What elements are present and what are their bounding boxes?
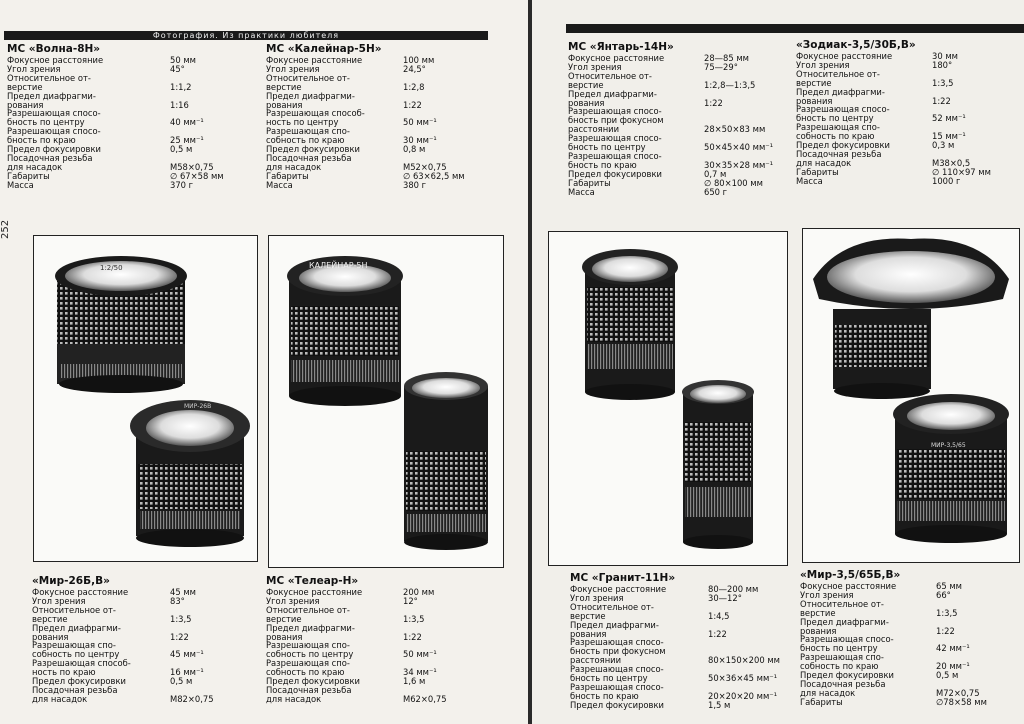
lens-photo-illustration [549,232,787,565]
spec-label: Разрешающая спосо- [7,126,101,137]
spec-value: 20 мм⁻¹ [936,661,970,672]
spec-label: для насадок [266,161,322,172]
spec-row [266,74,506,83]
spec-value: 650 г [704,186,728,197]
spec-value: 40 мм⁻¹ [170,117,204,128]
spec-label: Предел фокусировки [800,670,894,681]
spec-label: Разрешающая спосо- [796,104,890,115]
spec-label: ность по краю [32,667,96,678]
spec-label: собность по краю [266,135,345,146]
spec-volna-8n [7,43,257,190]
spec-row [7,181,257,190]
lens-mir-3-5-65 [893,394,1009,543]
spec-label: верстие [800,607,836,618]
lens-mir-26 [130,400,250,547]
spec-label: Предел фокусировки [570,699,664,710]
lens-title: «Мир-3,5/65Б,В» [800,569,901,581]
spec-label: собность по центру [32,649,120,660]
spec-label: верстие [796,77,832,88]
spec-value: 0,5 м [170,144,193,155]
spec-label: рования [568,97,605,108]
spec-value: М52×0,75 [403,161,447,172]
spec-label: верстие [568,79,604,90]
spec-label: Относительное от- [266,604,350,615]
spec-label: Предел диафрагми- [32,622,121,633]
page-number: 252 [0,219,11,239]
spec-value: 20×20×20 мм⁻¹ [708,690,778,701]
spec-label: верстие [7,81,43,92]
spec-label: Предел фокусировки [32,676,126,687]
spec-row [568,179,793,188]
spec-value: 25 мм⁻¹ [170,135,204,146]
photo-panel-zodiak-mir65 [802,228,1020,563]
lens-yantar-14n [582,249,678,400]
spec-label: Предел диафрагми- [800,616,889,627]
spec-value: 66° [936,589,951,600]
spec-yantar-14n [568,41,793,197]
spec-row [570,701,795,710]
spec-value: 1:2,8—1:3,5 [704,79,756,90]
spec-label: Предел фокусировки [266,144,360,155]
spec-label: Габариты [796,166,839,177]
spec-row [7,92,257,101]
spec-value: 52 мм⁻¹ [932,113,966,124]
spec-value: 50 мм⁻¹ [403,649,437,660]
spec-label: верстие [266,613,302,624]
spec-label: Разрешающая спо- [266,126,350,137]
spec-value: 83° [170,595,185,606]
photo-panel-kaleinar-telear [268,235,504,568]
spec-value: 1:3,5 [932,77,954,88]
spec-value: 380 г [403,179,427,190]
lens-engraving-kaleinar: КАЛЕЙНАР-5Н [309,261,368,270]
spec-label: Фокусное расстояние [266,587,363,597]
spec-label: Разрешающая спо- [266,658,350,669]
spec-value: 28—85 мм [704,53,749,63]
spec-row [800,698,1020,707]
spec-label: Посадочная резьба [266,684,352,695]
lens-title: МС «Гранит-11Н» [570,572,676,584]
spec-value: 0,8 м [403,144,426,155]
spec-label: Посадочная резьба [800,678,886,689]
lens-title: МС «Калейнар-5Н» [266,43,382,55]
spec-label: собность по краю [266,667,345,678]
spec-telear-n [266,575,506,704]
spec-label: Угол зрения [32,595,86,606]
spec-row [568,188,793,197]
spec-label: рования [32,631,69,642]
spec-value: 50×45×40 мм⁻¹ [704,142,774,153]
spec-value: М38×0,5 [932,157,971,168]
spec-value: 45 мм⁻¹ [170,649,204,660]
spec-zodiak-30 [796,39,1016,186]
section-header: Фотография. Из практики любителя [4,31,488,40]
spec-label: бность по краю [570,690,639,701]
spec-label: Угол зрения [570,592,624,603]
spec-value: ∅78×58 мм [936,696,987,707]
spec-label: Относительное от- [568,70,652,81]
spec-row [266,172,506,181]
spec-value: 1:3,5 [170,613,192,624]
spec-label: Масса [266,179,293,190]
lens-volna-8n [55,256,187,393]
spec-value: 30 мм [932,51,958,61]
right-page [532,0,1024,724]
spec-value: 1:22 [403,99,422,110]
spec-label: бность по центру [7,117,85,128]
spec-label: бность по центру [800,643,878,654]
spec-label: Относительное от- [570,601,654,612]
spec-label: Посадочная резьба [32,684,118,695]
spec-label: рования [800,625,837,636]
spec-value: М62×0,75 [403,693,447,704]
spec-value: 16 мм⁻¹ [170,667,204,678]
lens-title: МС «Волна-8Н» [7,43,101,55]
spec-label: Предел диафрагми- [266,90,355,101]
spec-mir-65 [800,569,1020,707]
spec-label: Разрешающая способ- [32,658,131,669]
spec-label: Разрешающая способ- [266,108,365,119]
spec-value: 0,7 м [704,168,727,179]
spec-label: Разрешающая спосо- [568,150,662,161]
spec-label: Разрешающая спо- [32,640,116,651]
spec-value: 180° [932,59,953,70]
spec-label: для насадок [266,693,322,704]
spec-value: 0,5 м [170,676,193,687]
spec-label: Разрешающая спосо- [570,637,664,648]
spec-label: Угол зрения [796,59,850,70]
spec-label: бность при фокусном [570,646,666,657]
spec-label: Габариты [800,696,843,707]
spec-label: Предел фокусировки [266,676,360,687]
spec-row [266,624,506,633]
spec-label: Габариты [266,170,309,181]
spec-row [796,168,1016,177]
lens-photo-illustration [34,236,257,561]
spec-label: Фокусное расстояние [570,584,667,594]
spec-label: Угол зрения [568,61,622,72]
spec-value: 30 мм⁻¹ [403,135,437,146]
lens-granit-11n [682,380,754,549]
spec-label: рования [7,99,44,110]
spec-value: 80×150×200 мм [708,655,780,666]
section-header-bar [566,24,1024,33]
spec-value: ∅ 110×97 мм [932,166,991,177]
spec-label: Относительное от- [7,72,91,83]
spec-label: Посадочная резьба [266,152,352,163]
spec-label: Фокусное расстояние [568,53,665,63]
spec-label: Предел фокусировки [796,140,890,151]
spec-mir-26 [32,575,262,704]
spec-value: 28×50×83 мм [704,124,766,135]
spec-label: Габариты [568,177,611,188]
spec-value: 100 мм [403,55,435,65]
spec-label: Разрешающая спо- [796,122,880,133]
spec-value: М82×0,75 [170,693,214,704]
spec-value: 0,3 м [932,140,955,151]
spec-label: собность по краю [800,661,879,672]
spec-label: Предел фокусировки [568,168,662,179]
spec-label: Разрешающая спосо- [7,108,101,119]
spec-value: 34 мм⁻¹ [403,667,437,678]
spec-row [266,606,506,615]
spec-label: расстоянии [570,655,622,666]
spec-value: 1:1,2 [170,81,192,92]
spec-label: Посадочная резьба [7,152,93,163]
spec-label: Фокусное расстояние [266,55,363,65]
spec-value: 1:22 [403,631,422,642]
spec-label: Предел фокусировки [7,144,101,155]
spec-label: Масса [7,179,34,190]
spec-label: Угол зрения [800,589,854,600]
spec-value: 1000 г [932,175,961,186]
spec-value: 65 мм [936,581,962,591]
spec-label: Разрешающая спо- [266,640,350,651]
spec-value: 1:22 [170,631,189,642]
spec-row [32,695,262,704]
spec-label: Разрешающая спосо- [570,664,664,675]
spec-value: 0,5 м [936,670,959,681]
spec-value: 12° [403,595,418,606]
spec-label: ность по центру [266,117,339,128]
lens-photo-illustration [803,229,1019,562]
spec-label: бность по краю [568,159,637,170]
spec-value: 15 мм⁻¹ [932,131,966,142]
spec-label: Предел диафрагми- [570,619,659,630]
spec-label: собность по краю [796,131,875,142]
lens-engraving-mir65: МИР-3,5/65 [931,442,966,449]
spec-label: Разрешающая спосо- [570,681,664,692]
spec-label: для насадок [800,687,856,698]
photo-panel-yantar-granit [548,231,788,566]
spec-label: Угол зрения [266,595,320,606]
spec-label: Относительное от- [796,68,880,79]
spec-label: бность при фокусном [568,115,664,126]
spec-value: ∅ 63×62,5 мм [403,170,465,181]
spec-label: Фокусное расстояние [796,51,893,61]
spec-value: 80—200 мм [708,584,759,594]
spec-label: бность по центру [570,673,648,684]
spec-value: 1:22 [932,95,951,106]
spec-label: Предел диафрагми- [796,86,885,97]
spec-label: для насадок [7,161,63,172]
spec-value: 1:3,5 [936,607,958,618]
spec-label: Фокусное расстояние [32,587,129,597]
photo-panel-volna-mir26 [33,235,258,562]
spec-value: ∅ 67×58 мм [170,170,224,181]
spec-label: верстие [570,610,606,621]
spec-label: Угол зрения [7,63,61,74]
spec-value: 1:16 [170,99,189,110]
lens-engraving-mir26: МИР-26В [184,403,212,410]
spec-label: Относительное от- [32,604,116,615]
spec-value: 30—12° [708,592,742,603]
lens-title: «Зодиак-3,5/30Б,В» [796,39,916,51]
spec-label: Фокусное расстояние [800,581,897,591]
spec-label: рования [570,628,607,639]
spec-value: 1:22 [704,97,723,108]
spec-value: 45 мм [170,587,196,597]
spec-value: М58×0,75 [170,161,214,172]
spec-label: Фокусное расстояние [7,55,104,65]
spec-kaleinar-5n [266,43,506,190]
spec-value: 1:22 [708,628,727,639]
spec-label: бность по краю [7,135,76,146]
spec-label: собность по центру [266,649,354,660]
lens-kaleinar-5n [287,256,403,406]
spec-value: 50 мм [170,55,196,65]
lens-title: «Мир-26Б,В» [32,575,110,587]
spec-value: М72×0,75 [936,687,980,698]
spec-row [796,177,1016,186]
spec-value: 1,5 м [708,699,731,710]
spec-value: 1:3,5 [403,613,425,624]
spec-label: Предел диафрагми- [568,88,657,99]
spec-label: для насадок [32,693,88,704]
spec-value: 200 мм [403,587,435,597]
spec-label: Разрешающая спосо- [800,634,894,645]
spec-label: Предел диафрагми- [7,90,96,101]
spec-label: бность по центру [796,113,874,124]
lens-telear-n [404,372,488,550]
lens-title: МС «Телеар-Н» [266,575,359,587]
spec-row [266,92,506,101]
spec-value: 45° [170,63,185,74]
spec-label: Предел диафрагми- [266,622,355,633]
lens-photo-illustration [269,236,503,567]
spec-row [266,695,506,704]
spec-row [7,172,257,181]
spec-label: рования [796,95,833,106]
spec-label: Масса [796,175,823,186]
spec-label: Угол зрения [266,63,320,74]
spec-value: 1,6 м [403,676,426,687]
spec-value: 50 мм⁻¹ [403,117,437,128]
spec-label: рования [266,99,303,110]
spec-label: Габариты [7,170,50,181]
spec-value: 370 г [170,179,194,190]
spec-label: Относительное от- [800,598,884,609]
spec-value: 42 мм⁻¹ [936,643,970,654]
spec-label: верстие [266,81,302,92]
lens-zodiak-30 [813,239,1009,400]
spec-value: 1:22 [936,625,955,636]
lens-title: МС «Янтарь-14Н» [568,41,674,53]
lens-engraving-volna: 1:2/50 [100,264,123,272]
spec-value: 75—29° [704,61,738,72]
spec-value: 1:2,8 [403,81,425,92]
spec-value: 24,5° [403,63,426,74]
spec-label: рования [266,631,303,642]
spec-label: Разрешающая спо- [800,652,884,663]
spec-value: ∅ 80×100 мм [704,177,763,188]
spec-label: Посадочная резьба [796,148,882,159]
spec-value: 50×36×45 мм⁻¹ [708,673,778,684]
spec-granit-11n [570,572,795,710]
spec-label: Разрешающая спосо- [568,133,662,144]
spec-label: Разрешающая спосо- [568,106,662,117]
spec-label: для насадок [796,157,852,168]
spec-row [7,74,257,83]
spec-label: расстоянии [568,124,620,135]
spec-label: Относительное от- [266,72,350,83]
spec-label: Масса [568,186,595,197]
spec-label: верстие [32,613,68,624]
spec-value: 1:4,5 [708,610,730,621]
spec-value: 30×35×28 мм⁻¹ [704,159,774,170]
spec-row [266,181,506,190]
spec-label: бность по центру [568,142,646,153]
